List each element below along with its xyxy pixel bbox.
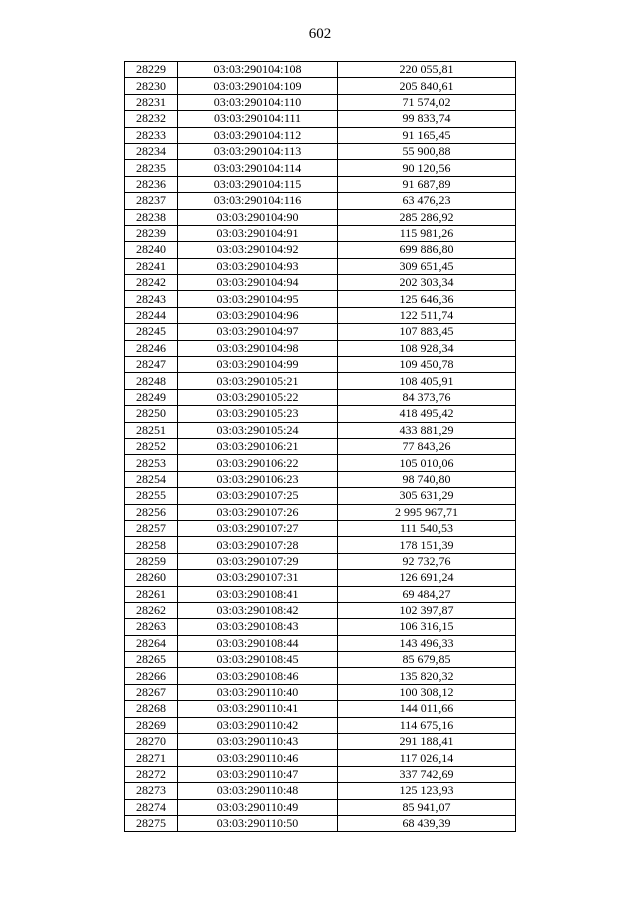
- cadastral-number-cell: 03:03:290104:95: [178, 291, 338, 307]
- table-row: [125, 619, 516, 635]
- cadastral-value-cell: 99 833,74: [338, 111, 516, 127]
- row-number-cell: 28238: [125, 209, 178, 225]
- cadastral-value-table: [124, 61, 516, 832]
- row-number-cell: 28268: [125, 701, 178, 717]
- cadastral-number-cell: 03:03:290107:25: [178, 488, 338, 504]
- table-row: [125, 258, 516, 274]
- cadastral-value-cell: 125 646,36: [338, 291, 516, 307]
- cadastral-value-cell: 111 540,53: [338, 520, 516, 536]
- table-row: [125, 242, 516, 258]
- cadastral-value-cell: 115 981,26: [338, 225, 516, 241]
- cadastral-value-cell: 69 484,27: [338, 586, 516, 602]
- cadastral-value-cell: 143 496,33: [338, 635, 516, 651]
- row-number-cell: 28245: [125, 324, 178, 340]
- table-row: [125, 668, 516, 684]
- cadastral-number-cell: 03:03:290110:50: [178, 815, 338, 831]
- row-number-cell: 28231: [125, 94, 178, 110]
- cadastral-number-cell: 03:03:290107:27: [178, 520, 338, 536]
- row-number-cell: 28241: [125, 258, 178, 274]
- row-number-cell: 28263: [125, 619, 178, 635]
- cadastral-number-cell: 03:03:290110:48: [178, 783, 338, 799]
- cadastral-value-cell: 122 511,74: [338, 307, 516, 323]
- table-row: [125, 291, 516, 307]
- row-number-cell: 28273: [125, 783, 178, 799]
- cadastral-value-cell: 63 476,23: [338, 193, 516, 209]
- row-number-cell: 28269: [125, 717, 178, 733]
- cadastral-value-cell: 418 495,42: [338, 406, 516, 422]
- row-number-cell: 28251: [125, 422, 178, 438]
- row-number-cell: 28240: [125, 242, 178, 258]
- cadastral-value-cell: 100 308,12: [338, 684, 516, 700]
- cadastral-number-cell: 03:03:290104:90: [178, 209, 338, 225]
- page-number: 602: [308, 26, 332, 42]
- row-number-cell: 28248: [125, 373, 178, 389]
- cadastral-number-cell: 03:03:290104:114: [178, 160, 338, 176]
- cadastral-number-cell: 03:03:290104:92: [178, 242, 338, 258]
- cadastral-value-cell: 433 881,29: [338, 422, 516, 438]
- table-row: [125, 176, 516, 192]
- table-row: [125, 799, 516, 815]
- cadastral-value-cell: 178 151,39: [338, 537, 516, 553]
- cadastral-value-cell: 309 651,45: [338, 258, 516, 274]
- row-number-cell: 28249: [125, 389, 178, 405]
- row-number-cell: 28262: [125, 602, 178, 618]
- row-number-cell: 28261: [125, 586, 178, 602]
- table-row: [125, 94, 516, 110]
- cadastral-number-cell: 03:03:290106:21: [178, 438, 338, 454]
- table-row: [125, 160, 516, 176]
- cadastral-value-cell: 106 316,15: [338, 619, 516, 635]
- cadastral-number-cell: 03:03:290108:41: [178, 586, 338, 602]
- cadastral-value-cell: 205 840,61: [338, 78, 516, 94]
- row-number-cell: 28237: [125, 193, 178, 209]
- cadastral-number-cell: 03:03:290104:94: [178, 275, 338, 291]
- row-number-cell: 28259: [125, 553, 178, 569]
- row-number-cell: 28264: [125, 635, 178, 651]
- cadastral-value-cell: 117 026,14: [338, 750, 516, 766]
- table-row: [125, 373, 516, 389]
- row-number-cell: 28271: [125, 750, 178, 766]
- cadastral-value-cell: 85 679,85: [338, 652, 516, 668]
- table-row: [125, 193, 516, 209]
- row-number-cell: 28236: [125, 176, 178, 192]
- cadastral-number-cell: 03:03:290107:29: [178, 553, 338, 569]
- cadastral-number-cell: 03:03:290110:46: [178, 750, 338, 766]
- cadastral-value-cell: 220 055,81: [338, 62, 516, 78]
- cadastral-number-cell: 03:03:290105:21: [178, 373, 338, 389]
- cadastral-value-cell: 55 900,88: [338, 143, 516, 159]
- table-row: [125, 504, 516, 520]
- table-row: [125, 209, 516, 225]
- cadastral-value-cell: 291 188,41: [338, 734, 516, 750]
- table-row: [125, 455, 516, 471]
- table-row: [125, 570, 516, 586]
- table-row: [125, 275, 516, 291]
- cadastral-value-cell: 68 439,39: [338, 815, 516, 831]
- row-number-cell: 28270: [125, 734, 178, 750]
- cadastral-number-cell: 03:03:290108:44: [178, 635, 338, 651]
- cadastral-value-cell: 2 995 967,71: [338, 504, 516, 520]
- cadastral-number-cell: 03:03:290107:28: [178, 537, 338, 553]
- table-row: [125, 225, 516, 241]
- cadastral-value-cell: 91 687,89: [338, 176, 516, 192]
- row-number-cell: 28256: [125, 504, 178, 520]
- cadastral-number-cell: 03:03:290108:46: [178, 668, 338, 684]
- cadastral-number-cell: 03:03:290104:115: [178, 176, 338, 192]
- table-row: [125, 324, 516, 340]
- row-number-cell: 28254: [125, 471, 178, 487]
- cadastral-value-cell: 135 820,32: [338, 668, 516, 684]
- table-row: [125, 635, 516, 651]
- cadastral-value-cell: 202 303,34: [338, 275, 516, 291]
- table-body: [125, 62, 516, 832]
- cadastral-value-cell: 144 011,66: [338, 701, 516, 717]
- cadastral-value-cell: 699 886,80: [338, 242, 516, 258]
- cadastral-number-cell: 03:03:290104:110: [178, 94, 338, 110]
- cadastral-value-cell: 85 941,07: [338, 799, 516, 815]
- table-row: [125, 586, 516, 602]
- cadastral-value-cell: 90 120,56: [338, 160, 516, 176]
- row-number-cell: 28246: [125, 340, 178, 356]
- row-number-cell: 28233: [125, 127, 178, 143]
- row-number-cell: 28250: [125, 406, 178, 422]
- row-number-cell: 28243: [125, 291, 178, 307]
- cadastral-value-cell: 105 010,06: [338, 455, 516, 471]
- row-number-cell: 28232: [125, 111, 178, 127]
- row-number-cell: 28247: [125, 357, 178, 373]
- table-row: [125, 406, 516, 422]
- cadastral-number-cell: 03:03:290108:42: [178, 602, 338, 618]
- cadastral-value-cell: 91 165,45: [338, 127, 516, 143]
- cadastral-number-cell: 03:03:290110:49: [178, 799, 338, 815]
- row-number-cell: 28260: [125, 570, 178, 586]
- table-row: [125, 488, 516, 504]
- table-row: [125, 307, 516, 323]
- table-row: [125, 143, 516, 159]
- table-row: [125, 684, 516, 700]
- cadastral-number-cell: 03:03:290108:45: [178, 652, 338, 668]
- row-number-cell: 28252: [125, 438, 178, 454]
- table-row: [125, 750, 516, 766]
- table-row: [125, 422, 516, 438]
- table-row: [125, 340, 516, 356]
- row-number-cell: 28257: [125, 520, 178, 536]
- table-row: [125, 766, 516, 782]
- cadastral-value-cell: 77 843,26: [338, 438, 516, 454]
- table-row: [125, 783, 516, 799]
- cadastral-number-cell: 03:03:290107:31: [178, 570, 338, 586]
- row-number-cell: 28235: [125, 160, 178, 176]
- cadastral-value-cell: 98 740,80: [338, 471, 516, 487]
- cadastral-number-cell: 03:03:290105:23: [178, 406, 338, 422]
- cadastral-number-cell: 03:03:290104:97: [178, 324, 338, 340]
- cadastral-number-cell: 03:03:290104:96: [178, 307, 338, 323]
- cadastral-number-cell: 03:03:290106:22: [178, 455, 338, 471]
- row-number-cell: 28266: [125, 668, 178, 684]
- cadastral-value-cell: 114 675,16: [338, 717, 516, 733]
- cadastral-number-cell: 03:03:290105:22: [178, 389, 338, 405]
- table-row: [125, 471, 516, 487]
- row-number-cell: 28244: [125, 307, 178, 323]
- table-row: [125, 520, 516, 536]
- cadastral-number-cell: 03:03:290110:40: [178, 684, 338, 700]
- table-row: [125, 389, 516, 405]
- cadastral-value-cell: 102 397,87: [338, 602, 516, 618]
- cadastral-number-cell: 03:03:290110:42: [178, 717, 338, 733]
- table-row: [125, 111, 516, 127]
- cadastral-value-cell: 107 883,45: [338, 324, 516, 340]
- cadastral-number-cell: 03:03:290104:109: [178, 78, 338, 94]
- cadastral-value-cell: 108 928,34: [338, 340, 516, 356]
- row-number-cell: 28234: [125, 143, 178, 159]
- row-number-cell: 28258: [125, 537, 178, 553]
- row-number-cell: 28229: [125, 62, 178, 78]
- cadastral-number-cell: 03:03:290110:43: [178, 734, 338, 750]
- cadastral-value-cell: 92 732,76: [338, 553, 516, 569]
- row-number-cell: 28230: [125, 78, 178, 94]
- row-number-cell: 28242: [125, 275, 178, 291]
- cadastral-number-cell: 03:03:290110:41: [178, 701, 338, 717]
- row-number-cell: 28272: [125, 766, 178, 782]
- cadastral-value-cell: 285 286,92: [338, 209, 516, 225]
- table-row: [125, 553, 516, 569]
- row-number-cell: 28265: [125, 652, 178, 668]
- table-row: [125, 357, 516, 373]
- table-row: [125, 537, 516, 553]
- table-row: [125, 717, 516, 733]
- cadastral-number-cell: 03:03:290104:112: [178, 127, 338, 143]
- cadastral-number-cell: 03:03:290104:116: [178, 193, 338, 209]
- table-row: [125, 701, 516, 717]
- table-row: [125, 602, 516, 618]
- row-number-cell: 28275: [125, 815, 178, 831]
- table-row: [125, 127, 516, 143]
- table-row: [125, 438, 516, 454]
- cadastral-value-cell: 108 405,91: [338, 373, 516, 389]
- table-row: [125, 652, 516, 668]
- table-row: [125, 815, 516, 831]
- cadastral-number-cell: 03:03:290104:111: [178, 111, 338, 127]
- cadastral-value-cell: 109 450,78: [338, 357, 516, 373]
- row-number-cell: 28253: [125, 455, 178, 471]
- cadastral-value-cell: 84 373,76: [338, 389, 516, 405]
- row-number-cell: 28239: [125, 225, 178, 241]
- cadastral-number-cell: 03:03:290104:99: [178, 357, 338, 373]
- cadastral-value-cell: 305 631,29: [338, 488, 516, 504]
- cadastral-value-cell: 337 742,69: [338, 766, 516, 782]
- table-row: [125, 734, 516, 750]
- cadastral-number-cell: 03:03:290104:91: [178, 225, 338, 241]
- cadastral-number-cell: 03:03:290104:108: [178, 62, 338, 78]
- cadastral-number-cell: 03:03:290110:47: [178, 766, 338, 782]
- cadastral-number-cell: 03:03:290105:24: [178, 422, 338, 438]
- cadastral-value-cell: 126 691,24: [338, 570, 516, 586]
- table-row: [125, 62, 516, 78]
- table-row: [125, 78, 516, 94]
- cadastral-number-cell: 03:03:290106:23: [178, 471, 338, 487]
- cadastral-value-cell: 71 574,02: [338, 94, 516, 110]
- cadastral-number-cell: 03:03:290104:93: [178, 258, 338, 274]
- row-number-cell: 28255: [125, 488, 178, 504]
- cadastral-number-cell: 03:03:290108:43: [178, 619, 338, 635]
- cadastral-number-cell: 03:03:290104:113: [178, 143, 338, 159]
- row-number-cell: 28274: [125, 799, 178, 815]
- cadastral-number-cell: 03:03:290104:98: [178, 340, 338, 356]
- cadastral-value-cell: 125 123,93: [338, 783, 516, 799]
- cadastral-number-cell: 03:03:290107:26: [178, 504, 338, 520]
- row-number-cell: 28267: [125, 684, 178, 700]
